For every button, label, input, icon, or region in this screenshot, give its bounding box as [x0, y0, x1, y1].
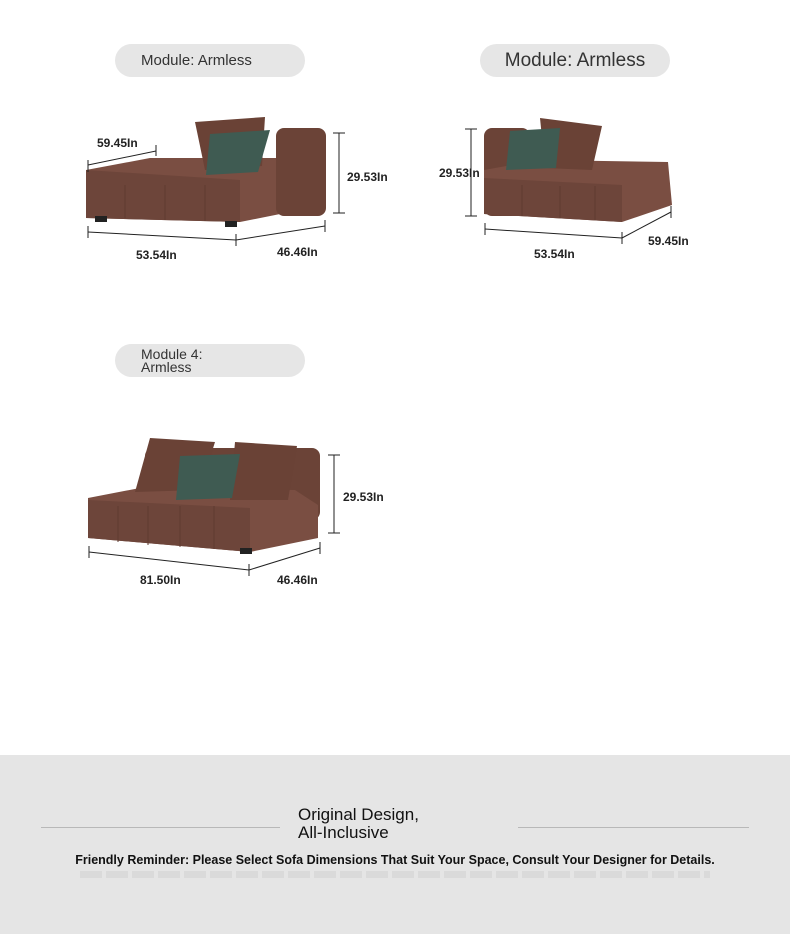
footer-divider-right: [518, 827, 749, 828]
module-4-height-label: 29.53In: [343, 490, 384, 504]
module-4-title-line1: Module 4:: [141, 345, 203, 362]
module-2-depth-label: 59.45In: [648, 234, 689, 248]
footer-title-line1: Original Design,: [298, 805, 419, 824]
footer-divider-left: [41, 827, 280, 828]
module-4-width-label: 81.50In: [140, 573, 181, 587]
module-4-side-label: 46.46In: [277, 573, 318, 587]
footer-reminder: Friendly Reminder: Please Select Sofa Dimensions That Suit Your Space, Consult Your Designer for Details.: [75, 853, 715, 867]
footer-faded-text: [80, 871, 710, 878]
footer-title-line2: All-Inclusive: [298, 823, 389, 842]
footer-title: [298, 806, 419, 842]
module-2-width-label: 53.54In: [534, 247, 575, 261]
module-1-depth-label: 59.45In: [97, 136, 138, 150]
footer-section: [0, 755, 790, 934]
module-2-height-label: 29.53In: [439, 166, 480, 180]
module-1-side-label: 46.46In: [277, 245, 318, 259]
module-1-width-label: 53.54In: [136, 248, 177, 262]
module-4-title-line2: Armless: [141, 358, 192, 375]
module-2-title: Module: Armless: [504, 49, 646, 71]
module-1-height-label: 29.53In: [347, 170, 388, 184]
module-1-title: Module: Armless: [141, 52, 252, 69]
